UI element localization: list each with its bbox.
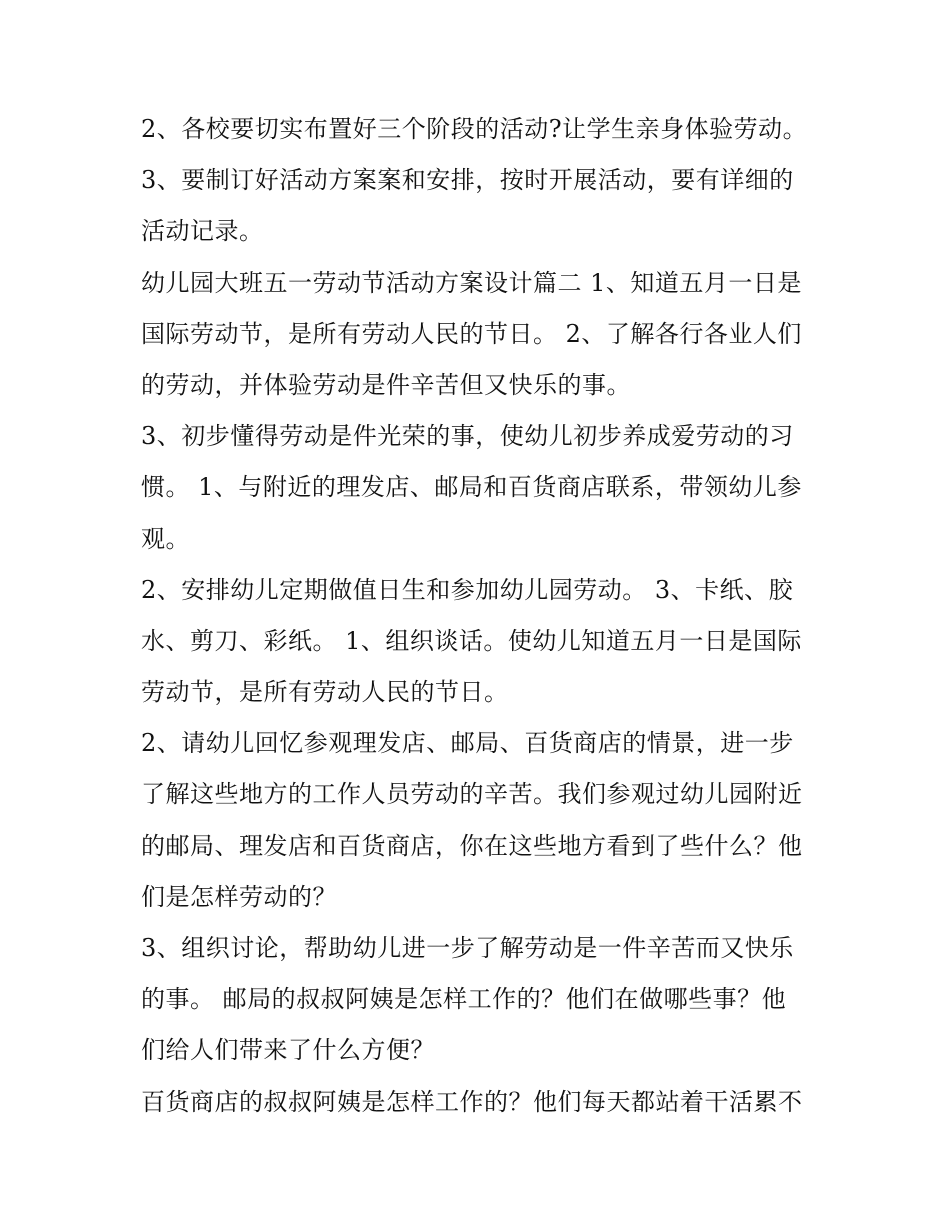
text-line: 的劳动，并体验劳动是件辛苦但又快乐的事。 xyxy=(141,370,631,399)
text-line: 2、请幼儿回忆参观理发店、邮局、百货商店的情景，进一步 xyxy=(141,729,794,758)
text-line: 们给人们带来了什么方便？ xyxy=(141,1036,435,1065)
document-body xyxy=(141,104,821,1128)
text-line: 的事。 邮局的叔叔阿姨是怎样工作的？他们在做哪些事？他 xyxy=(141,985,787,1014)
text-line: 3、组织讨论，帮助幼儿进一步了解劳动是一件辛苦而又快乐 xyxy=(141,934,794,962)
text-line: 们是怎样劳动的？ xyxy=(141,882,337,911)
text-line: 了解这些地方的工作人员劳动的辛苦。我们参观过幼儿园附近 xyxy=(141,780,803,809)
text-line: 水、剪刀、彩纸。 1、组织谈话。使幼儿知道五月一日是国际 xyxy=(141,626,802,655)
text-line: 国际劳动节，是所有劳动人民的节日。 2、了解各行各业人们 xyxy=(141,319,802,348)
text-line: 幼儿园大班五一劳动节活动方案设计篇二 1、知道五月一日是 xyxy=(141,268,802,297)
text-line: 3、初步懂得劳动是件光荣的事，使幼儿初步养成爱劳动的习 xyxy=(141,422,794,451)
text-line: 百货商店的叔叔阿姨是怎样工作的？他们每天都站着干活累不 xyxy=(141,1087,803,1116)
text-line: 劳动节，是所有劳动人民的节日。 xyxy=(141,678,509,707)
text-line: 2、安排幼儿定期做值日生和参加幼儿园劳动。 3、卡纸、胶 xyxy=(141,575,794,604)
text-line: 活动记录。 xyxy=(141,217,264,246)
text-line: 3、要制订好活动方案案和安排，按时开展活动，要有详细的 xyxy=(141,166,794,195)
text-line: 2、各校要切实布置好三个阶段的活动?让学生亲身体验劳动。 xyxy=(141,115,808,143)
text-line: 的邮局、理发店和百货商店，你在这些地方看到了些什么？他 xyxy=(141,831,803,860)
text-line: 观。 xyxy=(141,524,190,553)
text-line: 惯。 1、与附近的理发店、邮局和百货商店联系，带领幼儿参 xyxy=(141,473,802,502)
